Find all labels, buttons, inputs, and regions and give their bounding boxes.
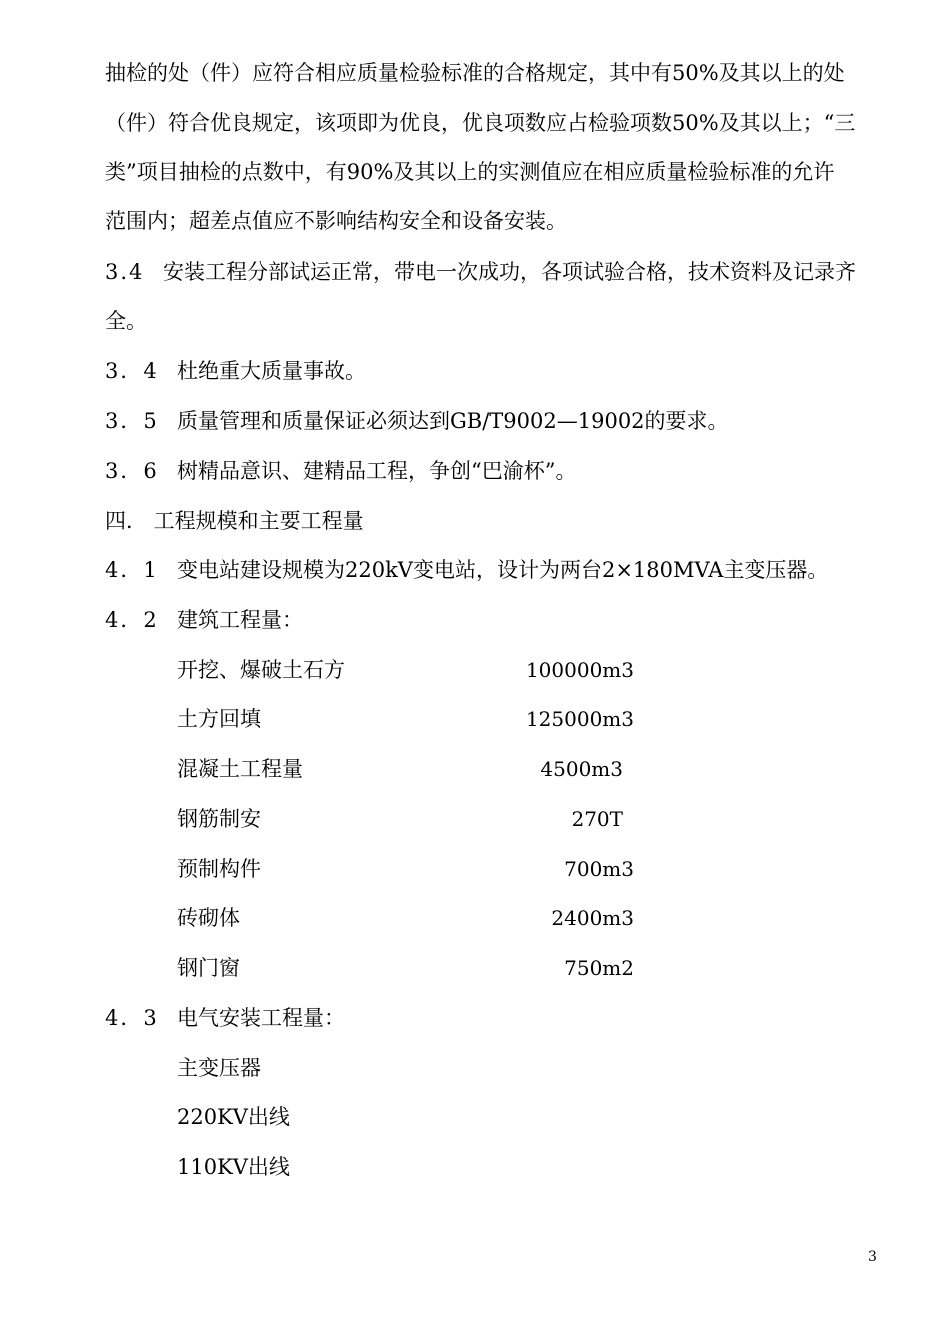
paragraph-line: 范围内；超差点值应不影响结构安全和设备安装。 — [105, 209, 567, 233]
item-4-1 — [105, 556, 828, 584]
quantity-name: 土方回填 — [177, 707, 261, 731]
item-number: 4．2 — [105, 608, 159, 632]
item-number: 3.4 — [105, 260, 145, 284]
quantity-name: 混凝土工程量 — [177, 757, 303, 781]
quantity-value: 100000m3 — [525, 658, 634, 682]
item-text: 质量管理和质量保证必须达到GB/T9002—19002的要求。 — [177, 409, 729, 433]
electrical-item: 220KV出线 — [177, 1105, 290, 1129]
item-text: 安装工程分部试运正常，带电一次成功，各项试验合格，技术资料及记录齐 — [163, 260, 856, 284]
page-number: 3 — [868, 1249, 877, 1265]
quantity-name: 预制构件 — [177, 857, 261, 881]
paragraph-line: 全。 — [105, 309, 147, 333]
quantity-value: 2400m3 — [551, 906, 634, 930]
item-text: 建筑工程量： — [177, 608, 303, 632]
paragraph-line: 类”项目抽检的点数中，有90%及其以上的实测值应在相应质量检验标准的允许 — [105, 160, 835, 184]
quantity-value: 125000m3 — [525, 707, 634, 731]
item-3-4a — [105, 258, 856, 286]
item-text: 变电站建设规模为220kV变电站，设计为两台2×180MVA主变压器。 — [177, 558, 829, 582]
item-number: 4．3 — [105, 1006, 159, 1030]
paragraph-line: （件）符合优良规定，该项即为优良，优良项数应占检验项数50%及其以上；“三 — [105, 111, 856, 135]
item-text: 电气安装工程量： — [177, 1006, 345, 1030]
item-number: 3．5 — [105, 409, 159, 433]
item-4-3 — [105, 1004, 345, 1032]
item-3-4b — [105, 357, 366, 385]
paragraph-line: 抽检的处（件）应符合相应质量检验标准的合格规定，其中有50%及其以上的处 — [105, 61, 845, 85]
item-text: 杜绝重大质量事故。 — [177, 359, 366, 383]
item-3-6 — [105, 457, 576, 485]
quantity-name: 钢筋制安 — [177, 807, 261, 831]
quantity-name: 开挖、爆破土石方 — [177, 658, 345, 682]
item-number: 3．4 — [105, 359, 159, 383]
quantity-value: 4500m3 — [540, 757, 623, 781]
section-heading: 四． 工程规模和主要工程量 — [105, 509, 364, 533]
quantity-value: 700m3 — [564, 857, 634, 881]
item-4-2 — [105, 606, 303, 634]
item-number: 4．1 — [105, 558, 159, 582]
electrical-item: 主变压器 — [177, 1056, 261, 1080]
item-text: 树精品意识、建精品工程，争创“巴渝杯”。 — [177, 459, 577, 483]
quantity-name: 砖砌体 — [177, 906, 240, 930]
quantity-value: 270T — [571, 807, 623, 831]
quantity-value: 750m2 — [564, 956, 634, 980]
electrical-item: 110KV出线 — [177, 1155, 290, 1179]
item-3-5 — [105, 407, 729, 435]
quantity-name: 钢门窗 — [177, 956, 240, 980]
item-number: 3．6 — [105, 459, 159, 483]
